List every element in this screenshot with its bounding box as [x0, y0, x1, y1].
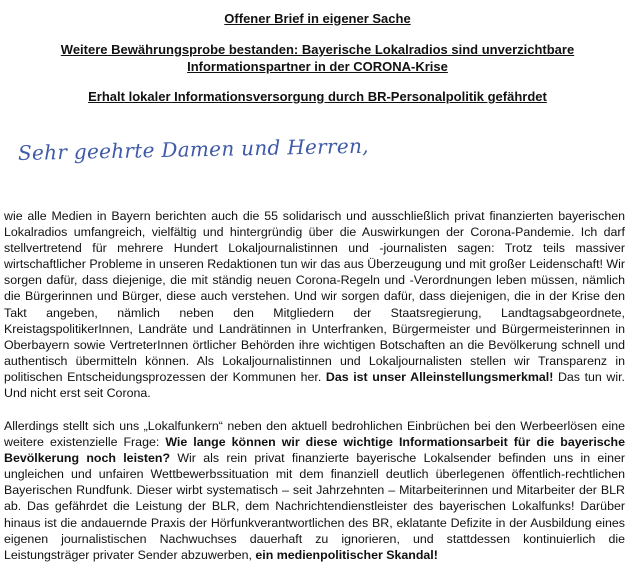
- letter-subtitle: Weitere Bewährungsprobe bestanden: Bayerische Lokalradios sind unverzichtbare Informationspartner in der CORONA-Krise: [60, 42, 575, 74]
- paragraph-2-question: Wie lange können wir diese wichtige Informationsarbeit für die bayerische Bevölkerung noch leisten?: [4, 435, 625, 466]
- paragraph-2-closing-emphasis: ein medienpolitischer Skandal!: [255, 547, 438, 562]
- paragraph-2-text: Wir als rein privat finanzierte bayerische Lokalsender befinden uns in einer ungleichen und unfairen Wettbewerbssituation mit dem finanziell deutlich überlegenen öffentlich-rechtlichen Bayerischen Rundfunk. Dieser wirbt systematisch – seit Jahrzehnten – Mitarbeiterinnen und Mitarbeiter der BLR ab. Das gefährdet die Leistung der BLR, dem Nachrichtendienstleister des bayerischen Lokalfunks! Darüber hinaus ist die andauernde Praxis der Hörfunkverantwortlichen des BR, eklatante Defizite in der Ausbildung eines eigenen journalistischen Nachwuchses dauerhaft zu ignorieren, und stattdessen kontinuierlich die Leistungsträger privater Sender abzuwerben,: [4, 451, 625, 562]
- paragraph-1-emphasis: Das ist unser Alleinstellungsmerkmal!: [325, 369, 554, 384]
- handwritten-salutation: Sehr geehrte Damen und Herren,: [17, 133, 370, 165]
- paragraph-2: [4, 418, 625, 563]
- letter-subheading: Erhalt lokaler Informationsversorgung durch BR-Personalpolitik gefährdet: [88, 89, 547, 104]
- paragraph-1-text: wie alle Medien in Bayern berichten auch die 55 solidarisch und ausschließlich privat finanzierten bayerischen Lokalradios umfangreich, vielfältig und hintergründig über die Auswirkungen der Corona-Pandemie. Ich darf stellvertretend für mehrere Hundert Lokaljournalistinnen und -journalisten sagen: Trotz teils massiver wirtschaftlicher Probleme in unseren Redaktionen tun wir das aus Überzeugung und mit großer Leidenschaft! Wir sorgen dafür, dass diejenige, die mit ständig neuen Corona-Regeln und -Verordnungen leben müssen, nämlich die Bürgerinnen und Bürger, diese auch verstehen. Und wir sorgen dafür, dass diejenigen, die in der Krise den Takt angeben, nämlich neben den Mitgliedern der Staatsregierung, Landtagsabgeordnete, KreistagspolitikerInnen, Landräte und Landrätinnen in Unterfranken, Bürgermeister und Bürgermeisterinnen in Oberbayern sowie VertreterInnen örtlicher Behörden ihre wichtigen Botschaften an die Bevölkerung schnell und authentisch übermitteln können. Als Lokaljournalistinnen und Lokaljournalisten stellen wir Transparenz in politischen Entscheidungsprozessen der Kommunen her.: [4, 209, 625, 384]
- paragraph-2-lead: Allerdings stellt sich uns „Lokalfunkern“ neben den aktuell bedrohlichen Einbrüchen bei den Werbeerlösen eine weitere existenzielle Frage:: [4, 419, 625, 450]
- letter-title: Offener Brief in eigener Sache: [224, 11, 411, 26]
- paragraph-1: [4, 208, 625, 401]
- paragraph-1-tail: Das tun wir. Und nicht erst seit Corona.: [4, 369, 625, 401]
